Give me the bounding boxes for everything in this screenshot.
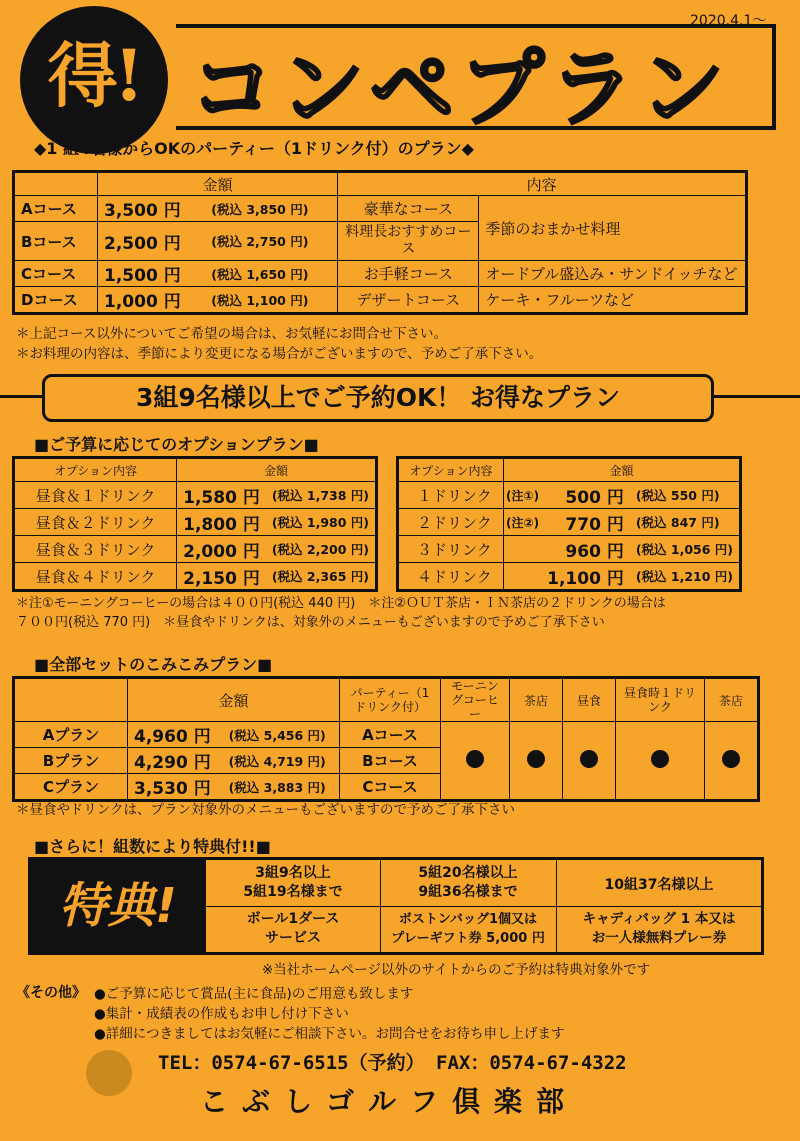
course-tax: (税込 1,100 円) xyxy=(205,287,338,314)
course-tax: (税込 3,850 円) xyxy=(205,196,338,222)
table-row xyxy=(14,563,377,591)
course-type: お手軽コース xyxy=(338,261,479,287)
option-name: ３ドリンク xyxy=(398,536,504,563)
bonus-reward-3: キャディバッグ 1 本又は お一人様無料プレー券 xyxy=(582,911,736,946)
option-head-price: 金額 xyxy=(503,458,740,482)
plan-tax: (税込 4,719 円) xyxy=(223,748,340,774)
other-item: ●ご予算に応じて賞品(主に食品)のご用意も致します xyxy=(94,986,414,1002)
table-row xyxy=(14,261,747,287)
option-tax: (税込 1,210 円) xyxy=(630,563,741,591)
option-price: 770 円 xyxy=(541,509,630,536)
option-price: 1,800 円 xyxy=(177,509,266,536)
set-note: ＊昼食やドリンクは、プラン対象外のメニューもございますので予めご了承下さい xyxy=(16,802,515,818)
option-name: 昼食＆２ドリンク xyxy=(14,509,177,536)
table-row xyxy=(398,482,741,509)
course-name: Aコース xyxy=(14,196,98,222)
option-note: (注②) xyxy=(503,509,541,536)
included-dot-icon xyxy=(466,750,484,768)
bonus-reward-1: ボール1ダース サービス xyxy=(246,911,340,946)
option-name: ４ドリンク xyxy=(398,563,504,591)
tea-included xyxy=(510,722,563,801)
course-price: 2,500 円 xyxy=(98,222,206,261)
table-row xyxy=(14,509,377,536)
option-head-content: オプション内容 xyxy=(14,458,177,482)
party-note-1: ＊上記コース以外についてご希望の場合は、お気軽にお問合せ下さい。 xyxy=(16,326,448,342)
included-dot-icon xyxy=(651,750,669,768)
course-name: Cコース xyxy=(14,261,98,287)
table-row xyxy=(14,722,759,748)
option-note-1: ＊注①モーニングコーヒーの場合は４００円(税込 440 円) ＊注②ＯＵＴ茶店・ＩＮ茶店の２ドリンクの場合は xyxy=(16,596,666,611)
option-note xyxy=(503,563,541,591)
table-row xyxy=(14,196,747,222)
course-name: Bコース xyxy=(14,222,98,261)
plan-price: 3,530 円 xyxy=(128,774,223,801)
included-dot-icon xyxy=(580,750,598,768)
other-item: ●詳細につきましてはお気軽にご相談下さい。お問合せをお待ち申し上げます xyxy=(94,1026,565,1042)
table-row xyxy=(14,536,377,563)
option-tax: (税込 1,980 円) xyxy=(266,509,377,536)
option-price: 2,000 円 xyxy=(177,536,266,563)
option-tax: (税込 2,200 円) xyxy=(266,536,377,563)
party-table xyxy=(12,170,748,315)
set-section-title: ■全部セットのこみこみプラン■ xyxy=(34,655,273,674)
course-tax: (税込 1,650 円) xyxy=(205,261,338,287)
table-row xyxy=(398,536,741,563)
option-head-price: 金額 xyxy=(177,458,377,482)
included-dot-icon xyxy=(722,750,740,768)
set-table xyxy=(12,676,760,802)
option-tax: (税込 2,365 円) xyxy=(266,563,377,591)
option-name: １ドリンク xyxy=(398,482,504,509)
option-name: ２ドリンク xyxy=(398,509,504,536)
date: 2020.4.1～ xyxy=(690,13,767,29)
course-price: 1,500 円 xyxy=(98,261,206,287)
table-row xyxy=(398,563,741,591)
course-type: 豪華なコース xyxy=(338,196,479,222)
course-tax: (税込 2,750 円) xyxy=(205,222,338,261)
set-head-party: パーティー（1 ドリンク付） xyxy=(340,678,441,722)
bonus-tier-2: 5組20名様以上 9組36名様まで xyxy=(418,865,518,900)
other-item: ●集計・成績表の作成もお申し付け下さい xyxy=(94,1006,349,1022)
set-head-tea: 茶店 xyxy=(705,678,759,722)
other-label: 《その他》 xyxy=(16,985,86,1001)
option-price: 500 円 xyxy=(541,482,630,509)
bonus-section-title: ■さらに！組数により特典付!!■ xyxy=(34,837,271,856)
option-tax: (税込 550 円) xyxy=(630,482,741,509)
option-section-title: ■ご予算に応じてのオプションプラン■ xyxy=(34,435,319,454)
morning-included xyxy=(441,722,510,801)
set-head-lunch-drink: 昼食時１ドリンク xyxy=(616,678,705,722)
contact-line: TEL：0574-67-6515（予約） FAX：0574-67-4322 xyxy=(158,1052,627,1074)
option-tax: (税込 1,738 円) xyxy=(266,482,377,509)
option-price: 2,150 円 xyxy=(177,563,266,591)
plan-price: 4,960 円 xyxy=(128,722,223,748)
plan-name: Cプラン xyxy=(14,774,128,801)
option-name: 昼食＆４ドリンク xyxy=(14,563,177,591)
course-price: 1,000 円 xyxy=(98,287,206,314)
option-head-content: オプション内容 xyxy=(398,458,504,482)
party-head-price: 金額 xyxy=(98,172,338,196)
option-price: 1,580 円 xyxy=(177,482,266,509)
course-name: Dコース xyxy=(14,287,98,314)
option-note xyxy=(503,536,541,563)
set-head-tea: 茶店 xyxy=(510,678,563,722)
bonus-tier-3: 10組37名様以上 xyxy=(604,877,714,893)
set-head-price: 金額 xyxy=(128,678,340,722)
lunch-drink-included xyxy=(616,722,705,801)
bonus-note: ※当社ホームページ以外のサイトからのご予約は特典対象外です xyxy=(262,962,651,978)
bonus-label: 特典! xyxy=(30,860,206,952)
toku-text: 得! xyxy=(47,34,141,117)
plan-course: Bコース xyxy=(340,748,441,774)
plan-course: Aコース xyxy=(340,722,441,748)
table-row xyxy=(398,509,741,536)
table-row xyxy=(14,482,377,509)
tea2-included xyxy=(705,722,759,801)
option-price: 1,100 円 xyxy=(541,563,630,591)
plan-price: 4,290 円 xyxy=(128,748,223,774)
plan-course: Cコース xyxy=(340,774,441,801)
option-table-right xyxy=(396,456,742,592)
party-head-content: 内容 xyxy=(338,172,747,196)
plan-name: Bプラン xyxy=(14,748,128,774)
option-note-2: ７００円(税込 770 円) ＊昼食やドリンクは、対象外のメニューもございますので予めご了承下さい xyxy=(16,615,605,630)
course-type: 料理長おすすめコース xyxy=(338,222,479,261)
table-row xyxy=(14,287,747,314)
bonus-tier-1: 3組9名以上 5組19名様まで xyxy=(243,865,343,900)
option-note: (注①) xyxy=(503,482,541,509)
option-name: 昼食＆１ドリンク xyxy=(14,482,177,509)
set-head-morning: モーニングコーヒー xyxy=(441,678,510,722)
page-title: コンペプラン xyxy=(190,40,731,138)
plan-tax: (税込 5,456 円) xyxy=(223,722,340,748)
option-tax: (税込 1,056 円) xyxy=(630,536,741,563)
course-detail: 季節のおまかせ料理 xyxy=(479,196,747,261)
course-detail: オードブル盛込み・サンドイッチなど xyxy=(479,261,747,287)
party-section-title: ◆1 組4名様からOKのパーティー（1ドリンク付）のプラン◆ xyxy=(34,139,474,158)
plan-tax: (税込 3,883 円) xyxy=(223,774,340,801)
lunch-included xyxy=(563,722,616,801)
option-table-left xyxy=(12,456,378,592)
course-detail: ケーキ・フルーツなど xyxy=(479,287,747,314)
party-note-2: ＊お料理の内容は、季節により変更になる場合がございますので、予めご了承下さい。 xyxy=(16,346,543,362)
course-type: デザートコース xyxy=(338,287,479,314)
set-head-lunch: 昼食 xyxy=(563,678,616,722)
divider xyxy=(206,906,762,907)
banner: 3組9名様以上でご予約OK！ お得なプラン xyxy=(42,374,714,422)
plan-name: Aプラン xyxy=(14,722,128,748)
club-name: こぶしゴルフ倶楽部 xyxy=(200,1085,579,1118)
course-price: 3,500 円 xyxy=(98,196,206,222)
club-logo-icon xyxy=(86,1050,132,1096)
included-dot-icon xyxy=(527,750,545,768)
option-price: 960 円 xyxy=(541,536,630,563)
option-tax: (税込 847 円) xyxy=(630,509,741,536)
option-name: 昼食＆３ドリンク xyxy=(14,536,177,563)
bonus-reward-2: ボストンバッグ1個又は プレーギフト券 5,000 円 xyxy=(391,912,545,946)
